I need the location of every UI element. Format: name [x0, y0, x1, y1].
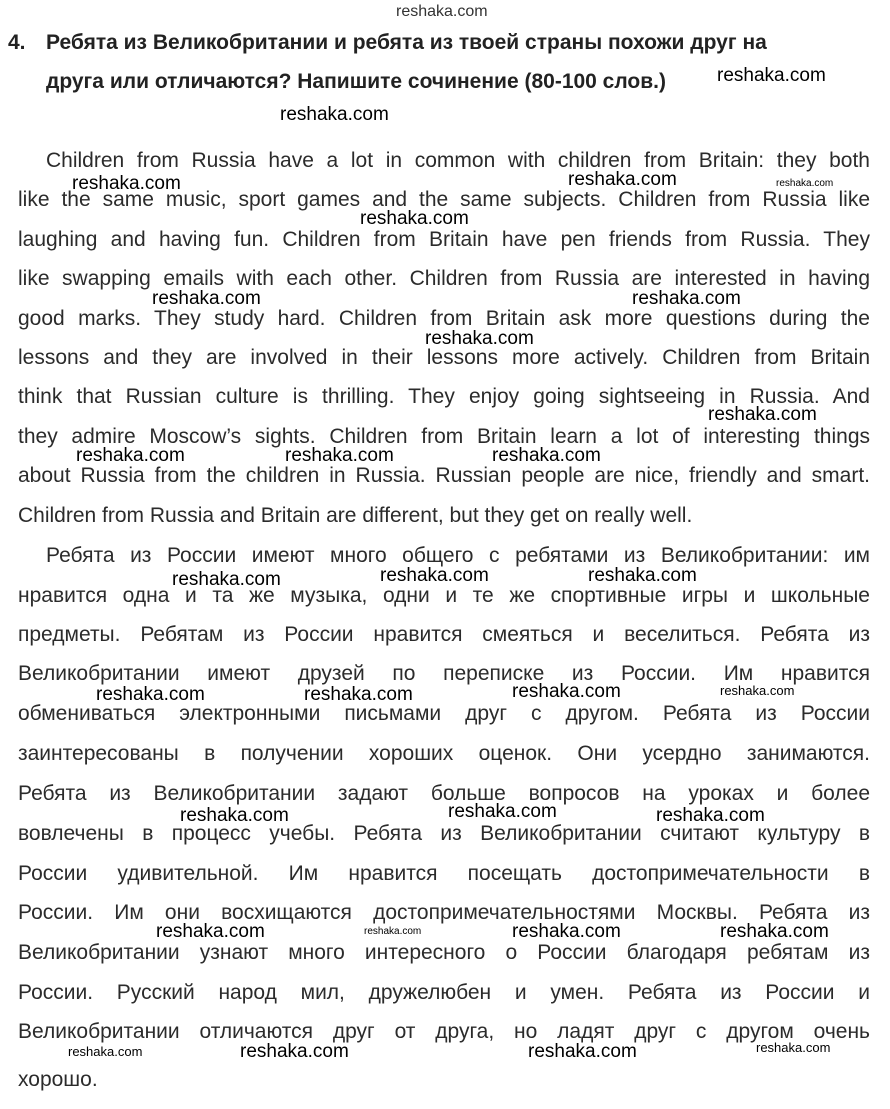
russian-line: обмениваться электронными письмами друг с другом. Ребята из России: [18, 702, 870, 725]
task-heading-text-1: Ребята из Великобритании и ребята из твоей страны похожи друг на: [46, 31, 767, 54]
english-line: Children from Russia and Britain are different, but they get on really well.: [18, 504, 693, 527]
watermark: reshaka.com: [76, 445, 185, 466]
watermark: reshaka.com: [568, 169, 677, 190]
russian-line: Великобритании имеют друзей по переписке из России. Им нравится: [18, 662, 870, 685]
watermark: reshaka.com: [156, 921, 265, 942]
watermark: reshaka.com: [720, 921, 829, 942]
russian-line: России удивительной. Им нравится посещать достопримечательности в: [18, 862, 870, 885]
watermark: reshaka.com: [68, 1044, 143, 1059]
watermark: reshaka.com: [528, 1041, 637, 1062]
watermark: reshaka.com: [96, 684, 205, 705]
watermark: reshaka.com: [72, 173, 181, 194]
english-line: think that Russian culture is thrilling. They enjoy going sightseeing in Russia. And: [18, 385, 870, 408]
russian-line: Ребята из России имеют много общего с ребятами из Великобритании: им: [46, 544, 870, 567]
watermark: reshaka.com: [512, 681, 621, 702]
english-line: Children from Russia have a lot in common with children from Britain: they both: [46, 149, 870, 172]
watermark: reshaka.com: [280, 104, 389, 125]
watermark: reshaka.com: [180, 805, 289, 826]
watermark: reshaka.com: [360, 208, 469, 229]
russian-line: нравится одна и та же музыка, одни и те же спортивные игры и школьные: [18, 584, 870, 607]
watermark: reshaka.com: [492, 445, 601, 466]
watermark: reshaka.com: [448, 801, 557, 822]
russian-line: предметы. Ребятам из России нравится смеяться и веселиться. Ребята из: [18, 623, 870, 646]
russian-line: России. Им они восхищаются достопримечательностями Москвы. Ребята из: [18, 901, 870, 924]
english-line: about Russia from the children in Russia. Russian people are nice, friendly and smart.: [18, 464, 870, 487]
task-number: 4.: [8, 31, 26, 54]
english-line: like the same music, sport games and the same subjects. Children from Russia like: [18, 188, 870, 211]
watermark: reshaka.com: [656, 805, 765, 826]
russian-line: России. Русский народ мил, дружелюбен и умен. Ребята из России и: [18, 981, 870, 1004]
watermark: reshaka.com: [364, 926, 422, 937]
watermark: reshaka.com: [720, 683, 795, 698]
english-line: they admire Moscow’s sights. Children from Britain learn a lot of interesting things: [18, 425, 870, 448]
english-line: laughing and having fun. Children from Britain have pen friends from Russia. They: [18, 228, 870, 251]
watermark: reshaka.com: [172, 569, 281, 590]
russian-line: заинтересованы в получении хороших оценок. Они усердно занимаются.: [18, 742, 870, 765]
watermark: reshaka.com: [152, 288, 261, 309]
russian-line: вовлечены в процесс учебы. Ребята из Великобритании считают культуру в: [18, 822, 870, 845]
task-heading-line-2: друга или отличаются? Напишите сочинение (80-100 слов.): [46, 70, 666, 93]
english-line: like swapping emails with each other. Children from Russia are interested in having: [18, 267, 870, 290]
watermark: reshaka.com: [632, 288, 741, 309]
watermark: reshaka.com: [304, 684, 413, 705]
watermark: reshaka.com: [240, 1041, 349, 1062]
russian-line: Великобритании отличаются друг от друга, но ладят друг с другом очень: [18, 1020, 870, 1043]
russian-line: Великобритании узнают много интересного о России благодаря ребятам из: [18, 941, 870, 964]
english-line: good marks. They study hard. Children from Britain ask more questions during the: [18, 307, 870, 330]
watermark: reshaka.com: [285, 445, 394, 466]
watermark: reshaka.com: [588, 565, 697, 586]
watermark: reshaka.com: [425, 328, 534, 349]
english-line: lessons and they are involved in their lessons more actively. Children from Britain: [18, 346, 870, 369]
watermark: reshaka.com: [512, 921, 621, 942]
russian-line: хорошо.: [18, 1068, 98, 1091]
watermark: reshaka.com: [717, 65, 826, 86]
watermark: reshaka.com: [756, 1040, 831, 1055]
russian-line: Ребята из Великобритании задают больше вопросов на уроках и более: [18, 782, 870, 805]
watermark: reshaka.com: [708, 404, 817, 425]
watermark: reshaka.com: [776, 178, 834, 189]
watermark: reshaka.com: [396, 3, 488, 20]
task-heading-line-1: [8, 30, 767, 56]
watermark: reshaka.com: [380, 565, 489, 586]
